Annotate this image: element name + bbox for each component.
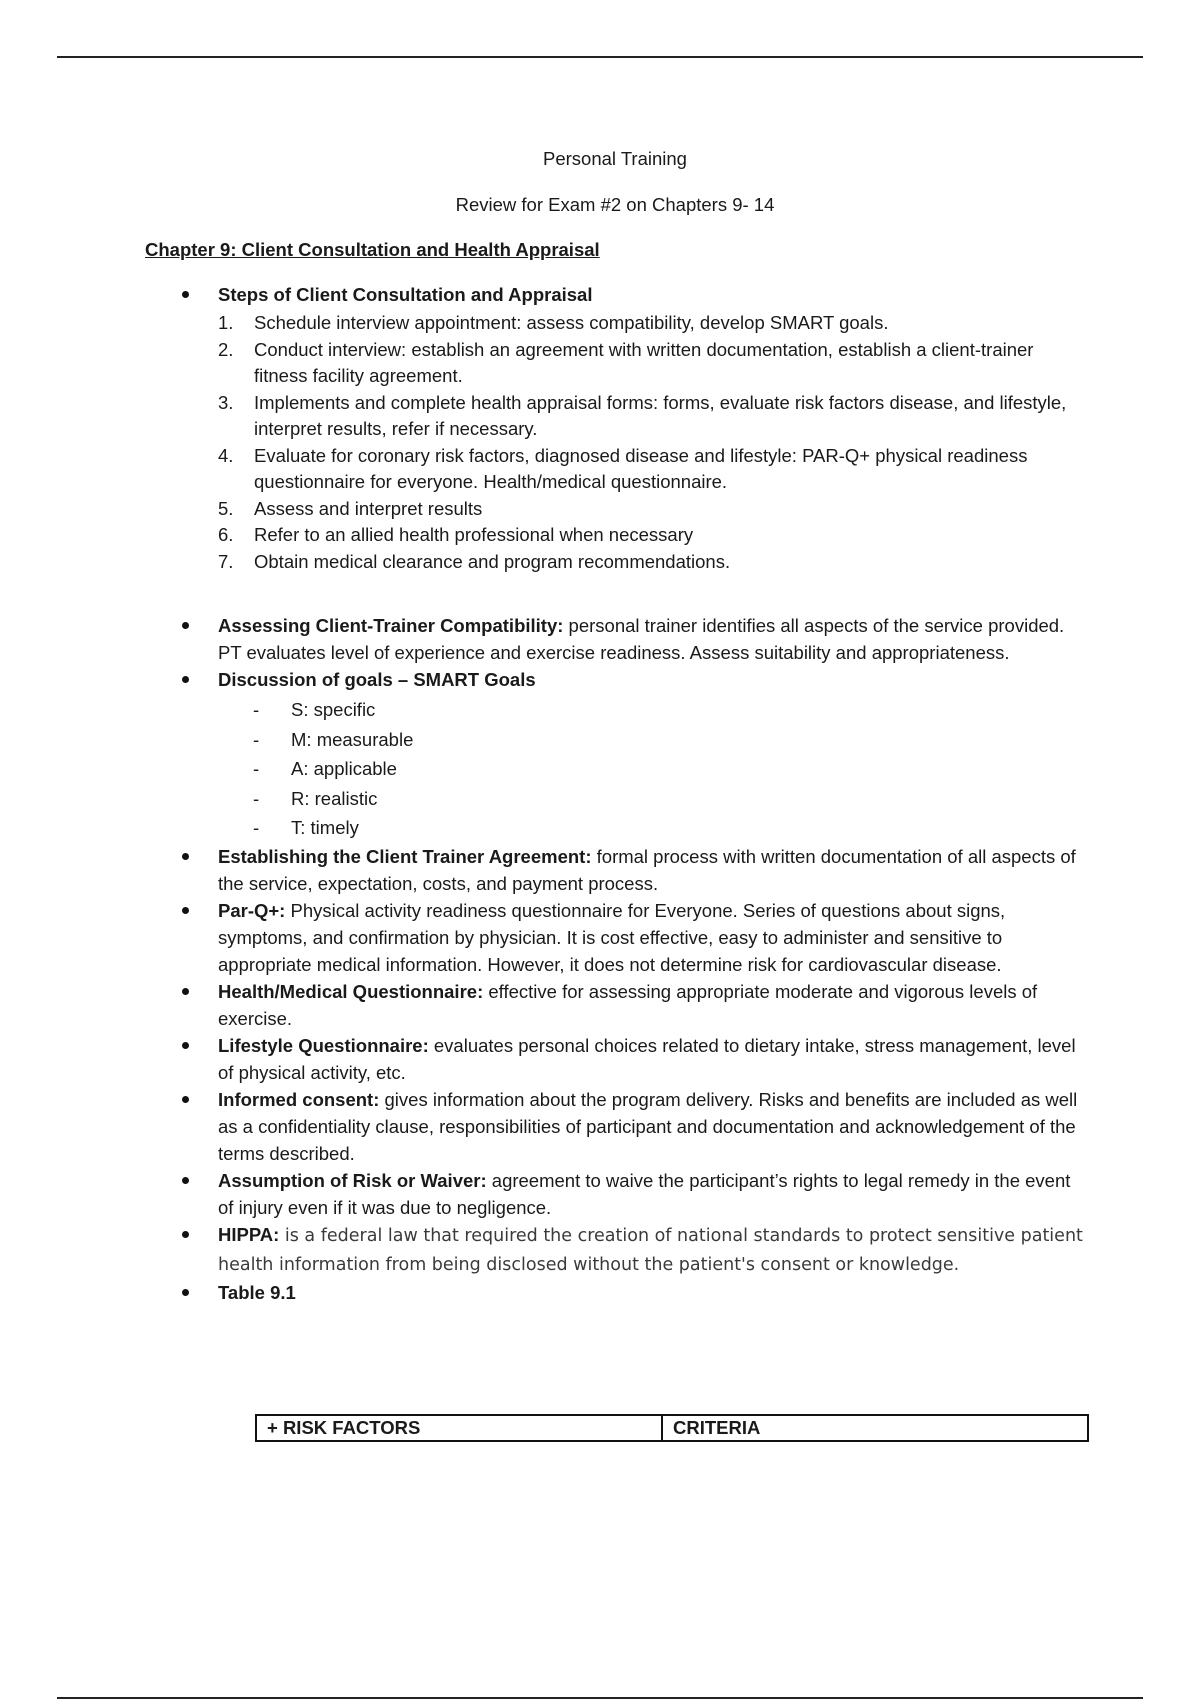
table-label: Table 9.1 [218, 1281, 296, 1303]
step-text: Evaluate for coronary risk factors, diagnosed disease and lifestyle: PAR-Q+ physical readiness questionnaire for everyone. Health/medical questionnaire. [254, 444, 1028, 492]
term-text: gives information about the program delivery. Risks and benefits are included as well as a confidentiality clause, responsibilities of participant and documentation and acknowledgement of the terms described. [218, 1088, 1078, 1164]
document-subtitle: Review for Exam #2 on Chapters 9- 14 [455, 194, 775, 215]
bullet-item-smart-goals [145, 666, 1085, 843]
step-text: Refer to an allied health professional when necessary [254, 524, 694, 545]
step-item [218, 522, 1085, 549]
step-text: Conduct interview: establish an agreement with written documentation, establish a client-trainer fitness facility agreement. [254, 338, 1034, 386]
smart-goal-item: - M: measurable [218, 725, 1085, 755]
header-rule [57, 56, 1143, 58]
terms-section [145, 612, 1085, 1306]
step-item [218, 337, 1085, 390]
step-item [218, 549, 1085, 576]
footer-rule [57, 1697, 1143, 1699]
step-number: 3. [218, 391, 234, 413]
bullet-item-informed-consent [145, 1086, 1085, 1167]
smart-goals-list [218, 695, 1085, 843]
bullet-item-parq [145, 897, 1085, 978]
term-text: evaluates personal choices related to dietary intake, stress management, level of physical activity, etc. [218, 1034, 1076, 1083]
step-item [218, 443, 1085, 496]
steps-heading: Steps of Client Consultation and Appraisal [218, 284, 593, 305]
table-header-criteria: CRITERIA [673, 1417, 761, 1438]
smart-goal-item: - T: timely [218, 813, 1085, 843]
term-text: effective for assessing appropriate moderate and vigorous levels of exercise. [218, 980, 1038, 1029]
step-number: 1. [218, 312, 234, 333]
steps-list [218, 310, 1085, 575]
step-text: Implements and complete health appraisal forms: forms, evaluate risk factors disease, and lifestyle, interpret results, refer if necessary. [254, 391, 1067, 439]
smart-goal-item: - S: specific [218, 695, 1085, 725]
step-number: 7. [218, 550, 234, 572]
step-number: 4. [218, 444, 234, 466]
step-number: 6. [218, 524, 234, 545]
step-item [218, 496, 1085, 523]
document-title: Personal Training [543, 148, 687, 169]
bullet-item-table-label [145, 1279, 1085, 1306]
term-label: Par-Q+: [218, 899, 286, 921]
smart-goal-item: - A: applicable [218, 754, 1085, 784]
term-label: Discussion of goals – SMART Goals [218, 669, 536, 690]
step-text: Assess and interpret results [254, 497, 483, 519]
term-label: Informed consent: [218, 1088, 380, 1110]
term-label: Lifestyle Questionnaire: [218, 1034, 429, 1056]
term-label: Health/Medical Questionnaire: [218, 980, 484, 1002]
term-text: formal process with written documentation of all aspects of the service, expectation, costs, and payment process. [218, 845, 1076, 894]
step-text: Schedule interview appointment: assess compatibility, develop SMART goals. [254, 312, 889, 333]
step-text: Obtain medical clearance and program recommendations. [254, 550, 731, 572]
bullet-item-health-questionnaire [145, 978, 1085, 1032]
bullet-item-agreement [145, 843, 1085, 897]
table-header-risk-factors: + RISK FACTORS [257, 1416, 663, 1440]
term-label: Establishing the Client Trainer Agreement: [218, 845, 592, 867]
step-item [218, 390, 1085, 443]
term-label: HIPPA: [218, 1223, 280, 1245]
risk-factors-table [255, 1414, 1089, 1442]
bullet-item-steps [145, 281, 1085, 575]
term-text: Physical activity readiness questionnaire for Everyone. Series of questions about signs, symptoms, and confirmation by physician. It is cost effective, easy to administer and sensitive to appropriate medical information. However, it does not determine risk for cardiovascular disease. [218, 899, 1006, 975]
bullet-item-hippa [145, 1221, 1085, 1279]
bullet-item-waiver [145, 1167, 1085, 1221]
term-text: personal trainer identifies all aspects of the service provided. PT evaluates level of experience and exercise readiness. Assess suitability and appropriateness. [218, 615, 1065, 663]
term-label: Assessing Client-Trainer Compatibility: [218, 615, 564, 636]
step-item [218, 310, 1085, 337]
bullet-item-lifestyle-questionnaire [145, 1032, 1085, 1086]
step-number: 5. [218, 497, 234, 519]
smart-goal-item: - R: realistic [218, 784, 1085, 814]
term-text: is a federal law that required the creation of national standards to protect sensitive patient health information from being disclosed without the patient's consent or knowledge. [218, 1225, 1083, 1275]
term-text: agreement to waive the participant’s rights to legal remedy in the event of injury even if it was due to negligence. [218, 1169, 1071, 1218]
bullet-item-compatibility [145, 612, 1085, 666]
term-label: Assumption of Risk or Waiver: [218, 1169, 487, 1191]
chapter-heading: Chapter 9: Client Consultation and Health Appraisal [145, 239, 600, 260]
step-number: 2. [218, 338, 234, 360]
steps-section [145, 281, 1085, 575]
